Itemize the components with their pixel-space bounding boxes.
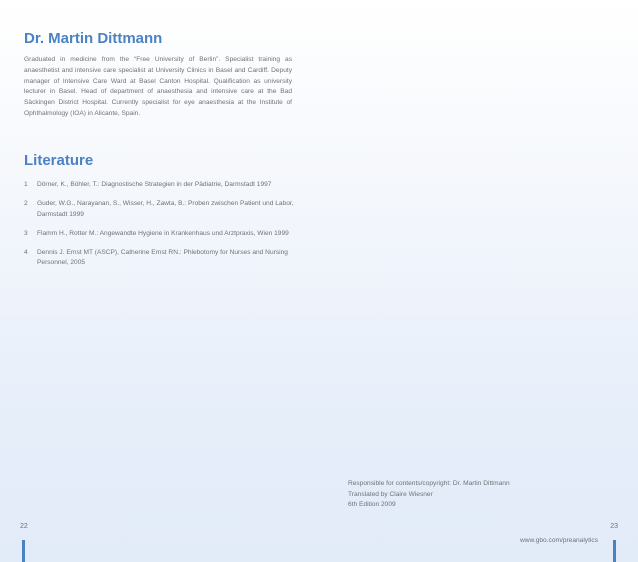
literature-item	[24, 229, 294, 239]
literature-item-number: 2	[24, 200, 28, 208]
page-marker-left	[22, 540, 25, 562]
author-name: Dr. Martin Dittmann	[24, 30, 163, 47]
literature-item-text: Flamm H., Rotter M.: Angewandte Hygiene in Krankenhaus und Arztpraxis, Wien 1999	[37, 229, 289, 237]
literature-item-number: 3	[24, 229, 28, 237]
credits-translator: Translated by Claire Wiesner	[348, 490, 433, 498]
literature-item	[24, 199, 294, 220]
literature-item-text: Dennis J. Ernst MT (ASCP), Catherine Ernst RN.: Phlebotomy for Nurses and Nursing Personnel, 2005	[37, 249, 288, 267]
author-bio: Graduated in medicine from the “Free University of Berlin”. Specialist training as anaesthetist and intensive care specialist at University Clinics in Basel and Cardiff. Deputy manager of Intensive Care Ward at Basel Canton Hospital. Qualification as university lecturer in Basel. Head of department of anaesthesia and intensive care at the Bad Säckingen District Hospital. Currently specialist for eye anaesthesia at the Institute of Ophthalmology (IOA) in Alicante, Spain.	[24, 56, 292, 117]
literature-item	[24, 248, 294, 269]
page-number-left: 22	[20, 523, 28, 530]
literature-list	[24, 180, 294, 269]
credits-block	[348, 479, 510, 511]
literature-item-number: 1	[24, 181, 28, 188]
website-url: www.gbo.com/preanalytics	[519, 537, 598, 544]
page-marker-right	[613, 540, 616, 562]
literature-item-text: Guder, W.G., Narayanan, S., Wisser, H., Zawta, B.: Proben zwischen Patient und Labor, Darmstadt 1999	[37, 200, 294, 218]
literature-item-text: Dörner, K., Böhler, T.: Diagnostische Strategien in der Pädiatrie, Darmstadt 1997	[37, 181, 272, 188]
literature-heading: Literature	[24, 152, 94, 169]
credits-edition: 6th Edition 2009	[348, 501, 396, 509]
credits-responsible: Responsible for contents/copyright: Dr. Martin Dittmann	[348, 480, 510, 487]
literature-item-number: 4	[24, 249, 28, 257]
page-number-right: 23	[610, 523, 618, 530]
literature-item	[24, 180, 294, 190]
